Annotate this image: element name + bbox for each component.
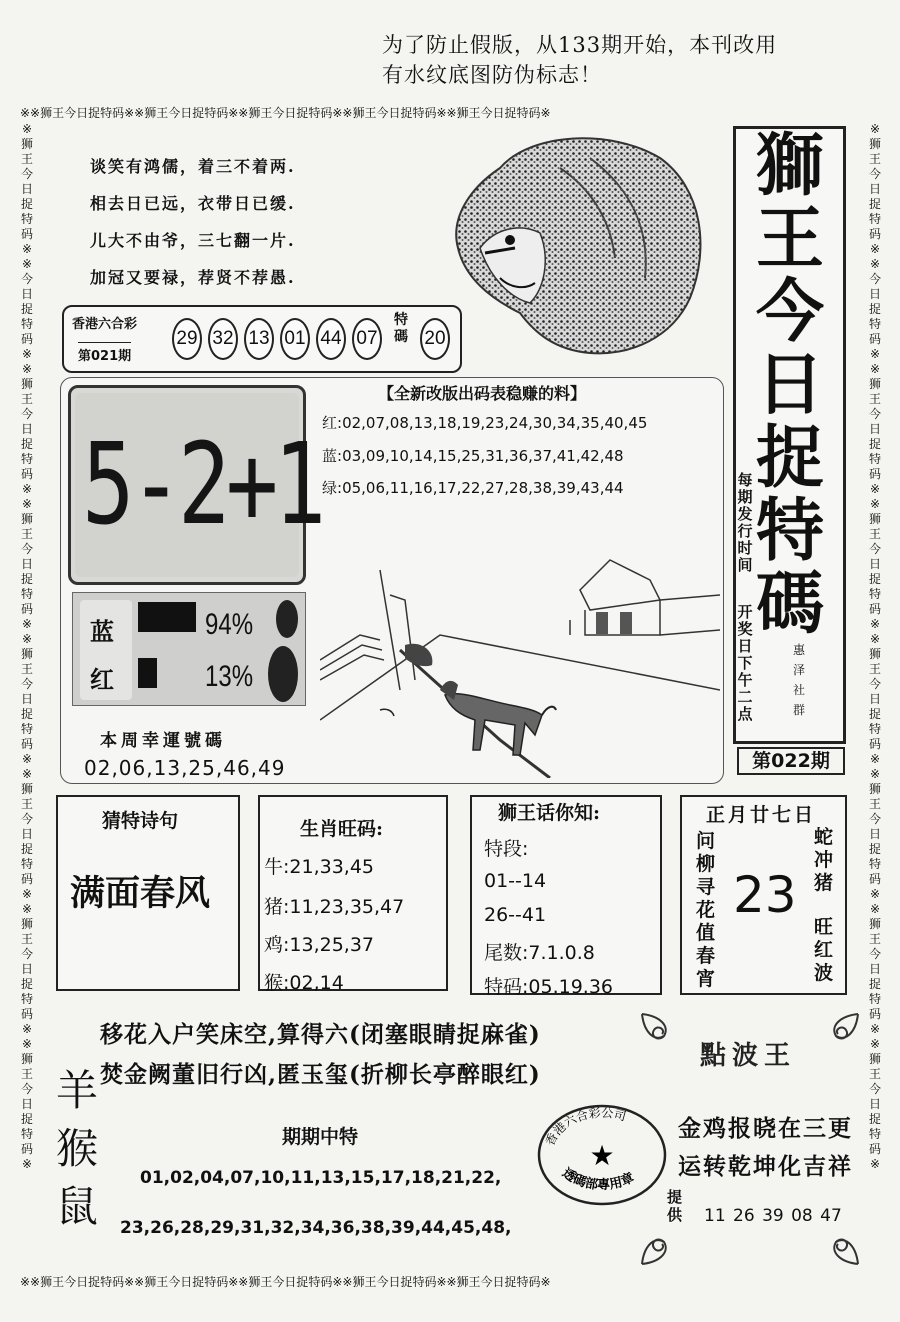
- dog-and-house-illustration: [320, 540, 720, 778]
- lcd-formula: 5-2+1: [82, 420, 322, 550]
- notice-line-2: 有水纹底图防伪标志！: [382, 63, 602, 87]
- row-label: 绿:: [322, 479, 343, 497]
- red-ratio-bar: [138, 658, 157, 688]
- poem-line: 相去日已远，衣带日已缓.: [90, 194, 296, 213]
- row-numbers: 02,07,08,13,18,19,23,24,30,34,35,40,45: [342, 414, 648, 432]
- date-card-number: 23: [733, 866, 797, 924]
- poem-hint-title: 猜特诗句: [102, 810, 179, 832]
- draw-ball: 13: [244, 318, 274, 360]
- zodiac-char: 鼠: [56, 1182, 99, 1231]
- left-border-strip: ※ 狮 王 今 日 捉 特 码 ※ ※ 今 日 捉 特 码 ※ ※ 狮 王 今 日 捉 特 码 ※ ※ 狮 王 今 日 捉 特 码 ※ ※ 狮 王 今 日 捉 特 码 ※ ※ 狮 王 今 日 捉 特 码 ※ ※ 狮 王 今 日 捉 特 码 ※ ※ 狮 王 今 日 捉 特 码 ※: [20, 122, 33, 1171]
- bottom-border-strip: ※※狮王今日捉特码※※狮王今日捉特码※※狮王今日捉特码※※狮王今日捉特码※※狮王今日捉特码※: [20, 1275, 551, 1289]
- row-label: 蓝:: [322, 447, 343, 465]
- schedule-right: 开奖日下午二点: [737, 603, 753, 723]
- draw-period: 第021期: [78, 342, 131, 364]
- top-border-strip: ※※狮王今日捉特码※※狮王今日捉特码※※狮王今日捉特码※※狮王今日捉特码※※狮王今日捉特码※: [20, 106, 551, 120]
- date-card-clash: 蛇冲猪: [814, 826, 834, 894]
- blue-percent: 94%: [205, 608, 254, 641]
- red-percent: 13%: [205, 660, 254, 693]
- zodiac-char: 羊: [56, 1066, 99, 1115]
- row-numbers: 03,09,10,14,15,25,31,36,37,41,42,48: [342, 447, 624, 465]
- slogan-line: 金鸡报晓在三更: [678, 1115, 853, 1142]
- winning-line: 01,02,04,07,10,11,13,15,17,18,21,22,: [140, 1168, 502, 1188]
- draw-ball: 44: [316, 318, 346, 360]
- red-label: 红: [90, 665, 114, 694]
- draw-ball: 29: [172, 318, 202, 360]
- draw-ball: 01: [280, 318, 310, 360]
- masthead-char: 碼: [755, 565, 824, 644]
- lunar-date: 正月廿七日: [706, 804, 817, 826]
- poem-line: 儿大不由爷，三七翻一片.: [90, 231, 296, 250]
- blue-ratio-bar: [138, 602, 196, 632]
- row-label: 红:: [322, 414, 343, 432]
- winning-line: 23,26,28,29,31,32,34,36,38,39,44,45,48,: [120, 1218, 512, 1238]
- issue-number: 第022期: [737, 747, 845, 775]
- poem-line: 谈笑有鸿儒，着三不着两.: [90, 157, 296, 176]
- masthead-char: 日: [755, 346, 824, 425]
- anti-counterfeit-notice: [382, 30, 862, 90]
- zodiac-line: 鸡:13,25,37: [264, 934, 375, 956]
- corner-ornament-icon: [812, 1012, 860, 1060]
- lion-says-title: 狮王话你知:: [498, 802, 601, 824]
- draw-ball: 07: [352, 318, 382, 360]
- masthead-char: 特: [755, 492, 824, 571]
- color-row-blue: [322, 445, 624, 467]
- masthead-char: 今: [755, 273, 824, 352]
- blue-label: 蓝: [90, 617, 114, 646]
- lion-head-illustration: [440, 128, 710, 358]
- masthead-char: 王: [755, 200, 824, 279]
- zodiac-line: 猪:11,23,35,47: [264, 896, 405, 918]
- stamp-bottom-text: 透碼部專用章: [559, 1165, 637, 1194]
- zodiac-line: 牛:21,33,45: [264, 856, 375, 878]
- poem-hint-answer: 满面春风: [70, 873, 211, 914]
- provide-numbers: 11 26 39 08 47: [704, 1206, 842, 1226]
- poem-line: 加冠又要禄，荐贤不荐愚.: [90, 268, 296, 287]
- proverb-line: 焚金阙董旧行凶,匿玉玺(折柳长亭醉眼红): [100, 1061, 541, 1088]
- poem-block: [90, 148, 390, 296]
- zodiac-title: 生肖旺码:: [300, 818, 384, 840]
- blue-egg-icon: [276, 600, 298, 638]
- lucky-numbers: 02,06,13,25,46,49: [84, 756, 286, 780]
- provide-label: 提供: [667, 1188, 683, 1224]
- date-card-phrase: 问柳寻花值春宵: [696, 830, 716, 990]
- draw-ball: 32: [208, 318, 238, 360]
- masthead-char: 獅: [755, 127, 824, 206]
- lottery-name: 香港六合彩: [72, 317, 138, 332]
- stamp-star-icon: ★: [589, 1139, 615, 1172]
- zodiac-line: 猴:02,14: [264, 972, 344, 994]
- corner-ornament-icon: [640, 1012, 688, 1060]
- proverb-line: 移花入户笑床空,算得六(闭塞眼睛捉麻雀): [100, 1021, 541, 1048]
- special-number-ball: 20: [420, 318, 450, 360]
- signature: 惠泽社群: [792, 643, 805, 717]
- schedule-left: 每期发行时间: [737, 471, 753, 574]
- masthead-title: [748, 127, 832, 644]
- special-number-label: 特碼: [394, 312, 408, 345]
- stamp-top-text: 香港六合彩公司: [542, 1105, 628, 1148]
- color-table-title: 【全新改版出码表稳赚的料】: [378, 384, 587, 403]
- right-border-strip: ※ 狮 王 今 日 捉 特 码 ※ ※ 今 日 捉 特 码 ※ ※ 狮 王 今 日 捉 特 码 ※ ※ 狮 王 今 日 捉 特 码 ※ ※ 狮 王 今 日 捉 特 码 ※ ※ 狮 王 今 日 捉 特 码 ※ ※ 狮 王 今 日 捉 特 码 ※ ※ 狮 王 今 日 捉 特 码 ※: [868, 122, 881, 1171]
- lion-says-line: 01--14: [484, 870, 547, 892]
- svg-text:香港六合彩公司: [543, 1106, 628, 1148]
- slogan-line: 运转乾坤化吉祥: [678, 1153, 853, 1180]
- corner-ornament-icon: [812, 1218, 860, 1266]
- lion-says-line: 特段:: [484, 838, 529, 860]
- company-stamp: [536, 1103, 668, 1207]
- winning-title: 期期中特: [282, 1126, 359, 1148]
- zodiac-char: 猴: [56, 1124, 99, 1173]
- zodiac-column: [56, 1062, 99, 1236]
- lion-says-card: [470, 795, 662, 995]
- masthead-char: 捉: [755, 419, 824, 498]
- lion-says-line: 尾数:7.1.0.8: [484, 942, 595, 964]
- lion-says-line: 特码:05.19.36: [484, 976, 614, 998]
- corner-ornament-icon: [640, 1218, 688, 1266]
- color-row-red: [322, 412, 647, 434]
- lion-says-line: 26--41: [484, 904, 547, 926]
- lucky-numbers-title: 本周幸運號碼: [100, 731, 226, 751]
- brand-small: 點波王: [700, 1041, 797, 1071]
- color-row-green: [322, 477, 624, 499]
- red-egg-icon: [268, 646, 298, 702]
- date-card-wave: 旺红波: [814, 916, 834, 984]
- notice-line-1: 为了防止假版，从133期开始，本刊改用: [382, 33, 778, 57]
- row-numbers: 05,06,11,16,17,22,27,28,38,39,43,44: [342, 479, 624, 497]
